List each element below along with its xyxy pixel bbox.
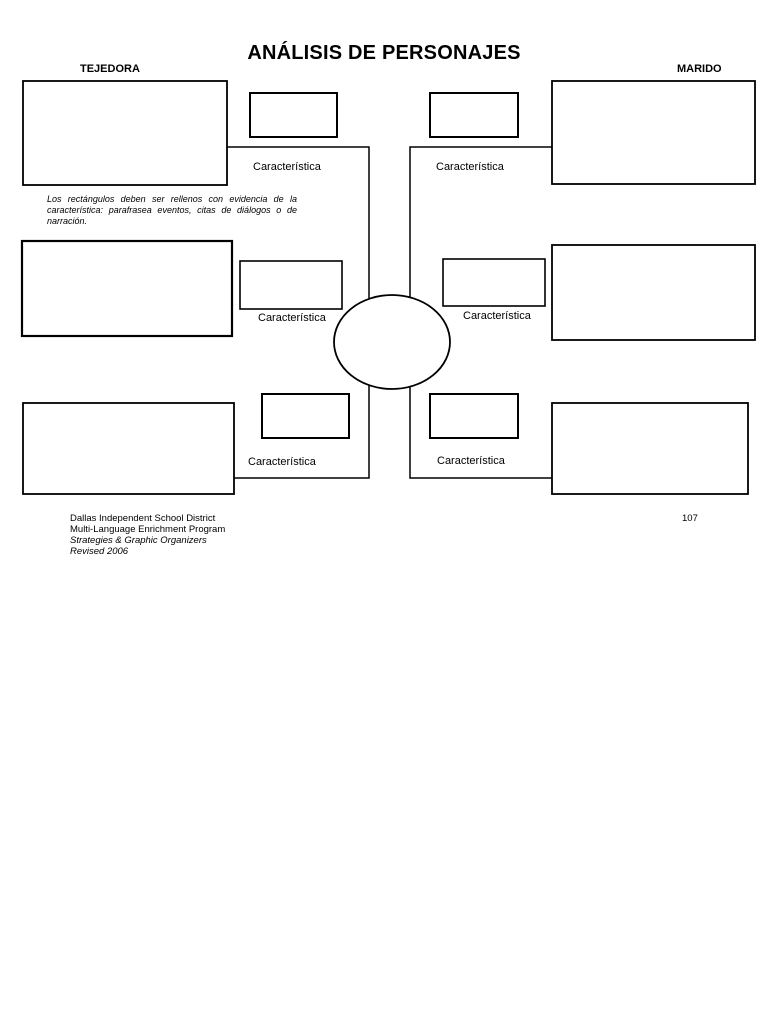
trait-box-mid-left[interactable] [240,261,342,309]
evidence-box-left-middle[interactable] [22,241,232,336]
footer-publication: Strategies & Graphic Organizers [70,535,207,546]
trait-box-mid-right[interactable] [443,259,545,306]
evidence-box-right-middle[interactable] [552,245,755,340]
character-name-left: TEJEDORA [80,63,140,75]
instructions-text: Los rectángulos deben ser rellenos con evidencia de la característica: parafrasea eventos, citas de diálogos o de narración. [47,194,297,226]
page-number: 107 [682,513,698,524]
footer [70,513,225,557]
evidence-box-right-top[interactable] [552,81,755,184]
trait-box-top-right[interactable] [430,93,518,137]
character-name-right: MARIDO [677,63,722,75]
evidence-box-right-bottom[interactable] [552,403,748,494]
footer-program: Multi-Language Enrichment Program [70,524,226,535]
trait-box-bottom-left[interactable] [262,394,349,438]
footer-district: Dallas Independent School District [70,513,216,524]
trait-box-top-left[interactable] [250,93,337,137]
center-oval[interactable] [334,295,450,389]
trait-box-bottom-right[interactable] [430,394,518,438]
evidence-box-left-top[interactable] [23,81,227,185]
label-mid-right: Característica [463,310,531,322]
label-bottom-right: Característica [437,455,505,467]
label-top-right: Característica [436,161,504,173]
label-mid-left: Característica [258,312,326,324]
footer-revision: Revised 2006 [70,546,129,557]
label-top-left: Característica [253,161,321,173]
evidence-box-left-bottom[interactable] [23,403,234,494]
label-bottom-left: Característica [248,456,316,468]
page-title: ANÁLISIS DE PERSONAJES [247,42,521,64]
